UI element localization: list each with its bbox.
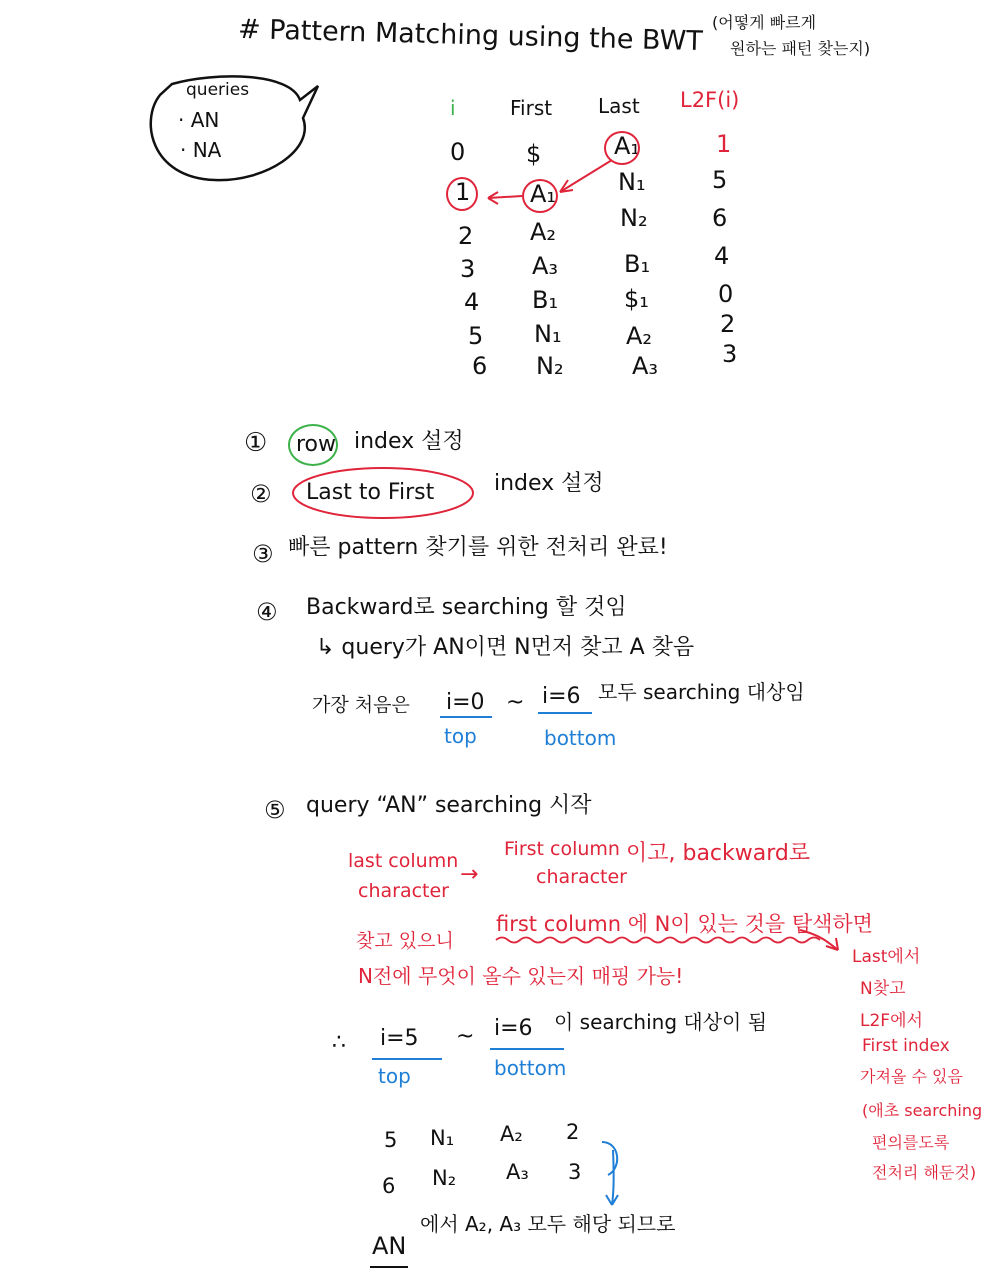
- row3-first: A₃: [532, 252, 559, 280]
- top-underline: [440, 716, 492, 718]
- result-tilde: ~: [456, 1024, 475, 1049]
- mini-row1-i: 5: [384, 1128, 398, 1152]
- row6-i: 6: [472, 352, 488, 380]
- step4-sub: ↳ query가 AN이면 N먼저 찾고 A 찾음: [316, 635, 695, 660]
- result-tail: 이 searching 대상이 됨: [554, 1010, 768, 1034]
- row0-last: A₁: [614, 132, 641, 160]
- bubble-item-na: · NA: [180, 138, 222, 162]
- note-last-col-1: last column: [348, 850, 459, 872]
- step2-number: ②: [250, 480, 272, 508]
- bubble-item-an: · AN: [178, 108, 220, 132]
- step2-word2: index 설정: [494, 471, 604, 496]
- step4-line3-a: 가장 처음은: [312, 694, 410, 716]
- step4-tilde: ~: [506, 690, 525, 715]
- bottom-underline: [538, 712, 592, 714]
- step2-word1: Last to First: [306, 480, 435, 505]
- row2-last: N₂: [620, 204, 648, 232]
- row6-first: N₂: [536, 352, 564, 380]
- header-l2f: L2F(i): [680, 88, 740, 112]
- therefore-symbol: ∴: [332, 1030, 346, 1055]
- final-an-underline: [370, 1266, 408, 1268]
- row5-i: 5: [468, 322, 484, 350]
- title-note-1: (어떻게 빠르게: [712, 13, 817, 32]
- page-title: # Pattern Matching using the BWT: [237, 13, 704, 58]
- step1-number: ①: [244, 428, 268, 458]
- mini-row2-first: N₂: [432, 1166, 457, 1190]
- note-first-col-tail: 이고, backward로: [626, 841, 811, 866]
- step1-word1: row: [296, 432, 337, 457]
- header-last: Last: [598, 94, 640, 118]
- row3-last: B₁: [624, 250, 651, 278]
- arrow-last-to-first: [560, 160, 612, 192]
- step3-number: ③: [252, 540, 274, 568]
- row0-l2f: 1: [716, 130, 732, 158]
- row0-last-circle: [604, 131, 640, 165]
- note-first-col-1: First column: [504, 838, 620, 860]
- row5-last: A₂: [626, 322, 653, 350]
- step3-text: 빠른 pattern 찾기를 위한 전처리 완료!: [288, 535, 668, 560]
- row4-i: 4: [464, 288, 480, 316]
- row1-i: 1: [455, 178, 471, 206]
- result-bottom-label: bottom: [494, 1056, 567, 1080]
- wavy-underline: [496, 938, 820, 943]
- bracket-arrow: [602, 1142, 617, 1205]
- result-bottom-underline: [490, 1048, 564, 1050]
- row4-first: B₁: [532, 286, 559, 314]
- note-first-col-2: character: [536, 866, 627, 888]
- side-note-6: (애초 searching: [862, 1101, 983, 1120]
- mini-row1-first: N₁: [430, 1126, 455, 1150]
- row5-first: N₁: [534, 320, 562, 348]
- row1-last: N₁: [618, 168, 646, 196]
- step4-top-expr: i=0: [446, 690, 485, 715]
- row5-l2f: 2: [720, 310, 736, 338]
- row0-first: $: [526, 140, 542, 168]
- step4-bottom-expr: i=6: [542, 684, 581, 709]
- step1-word2: index 설정: [354, 429, 464, 454]
- row6-last: A₃: [632, 352, 659, 380]
- row1-l2f: 5: [712, 166, 728, 194]
- result-top-underline: [372, 1058, 442, 1060]
- step5-text: query “AN” searching 시작: [306, 793, 592, 818]
- side-note-5: 가져올 수 있음: [860, 1067, 963, 1086]
- note-line2-a: 찾고 있으니: [356, 930, 454, 952]
- mini-row1-last: A₂: [500, 1122, 523, 1146]
- mini-row2-i: 6: [382, 1174, 396, 1198]
- mini-row2-last: A₃: [506, 1160, 529, 1184]
- step4-text: Backward로 searching 할 것임: [306, 595, 627, 620]
- bubble-heading: queries: [186, 80, 250, 100]
- row6-l2f: 3: [722, 340, 738, 368]
- note-line3: N전에 무엇이 올수 있는지 매핑 가능!: [358, 964, 684, 988]
- row3-l2f: 4: [714, 242, 730, 270]
- arrow-first-to-index: [488, 196, 522, 198]
- row2-i: 2: [458, 222, 474, 250]
- note-last-col-2: character: [358, 880, 449, 902]
- side-note-2: N찾고: [860, 979, 906, 999]
- result-bottom-expr: i=6: [494, 1016, 533, 1041]
- note-arrow: →: [460, 862, 479, 887]
- result-top-expr: i=5: [380, 1026, 419, 1051]
- title-note-2: 원하는 패턴 찾는지): [730, 39, 871, 58]
- row4-last: $₁: [624, 285, 649, 313]
- step5-number: ⑤: [264, 796, 286, 824]
- step4-number: ④: [256, 598, 278, 626]
- top-label: top: [444, 724, 477, 748]
- header-i: i: [450, 96, 456, 120]
- side-note-1: Last에서: [852, 947, 921, 967]
- row1-first: A₁: [530, 180, 557, 208]
- final-rest: 에서 A₂, A₃ 모두 해당 되므로: [420, 1212, 676, 1236]
- side-note-8: 전처리 해둔것): [872, 1163, 977, 1182]
- row2-first: A₂: [530, 218, 557, 246]
- row1-first-circle: [522, 179, 558, 213]
- mini-row2-l2f: 3: [568, 1160, 582, 1184]
- bottom-label: bottom: [544, 726, 617, 750]
- row0-i: 0: [450, 138, 466, 166]
- header-first: First: [510, 96, 553, 120]
- row1-i-circle: [446, 177, 478, 211]
- result-top-label: top: [378, 1064, 411, 1088]
- note-line2-b: first column 에 N이 있는 것을 탐색하면: [496, 912, 873, 936]
- row2-l2f: 6: [712, 204, 728, 232]
- side-note-7: 편의를도록: [872, 1133, 950, 1152]
- mini-row1-l2f: 2: [566, 1120, 580, 1144]
- step4-line3-b: 모두 searching 대상임: [598, 680, 805, 704]
- row4-l2f: 0: [718, 280, 734, 308]
- side-note-4: First index: [862, 1036, 950, 1056]
- side-note-3: L2F에서: [860, 1011, 923, 1031]
- final-an: AN: [372, 1232, 407, 1260]
- row3-i: 3: [460, 255, 476, 283]
